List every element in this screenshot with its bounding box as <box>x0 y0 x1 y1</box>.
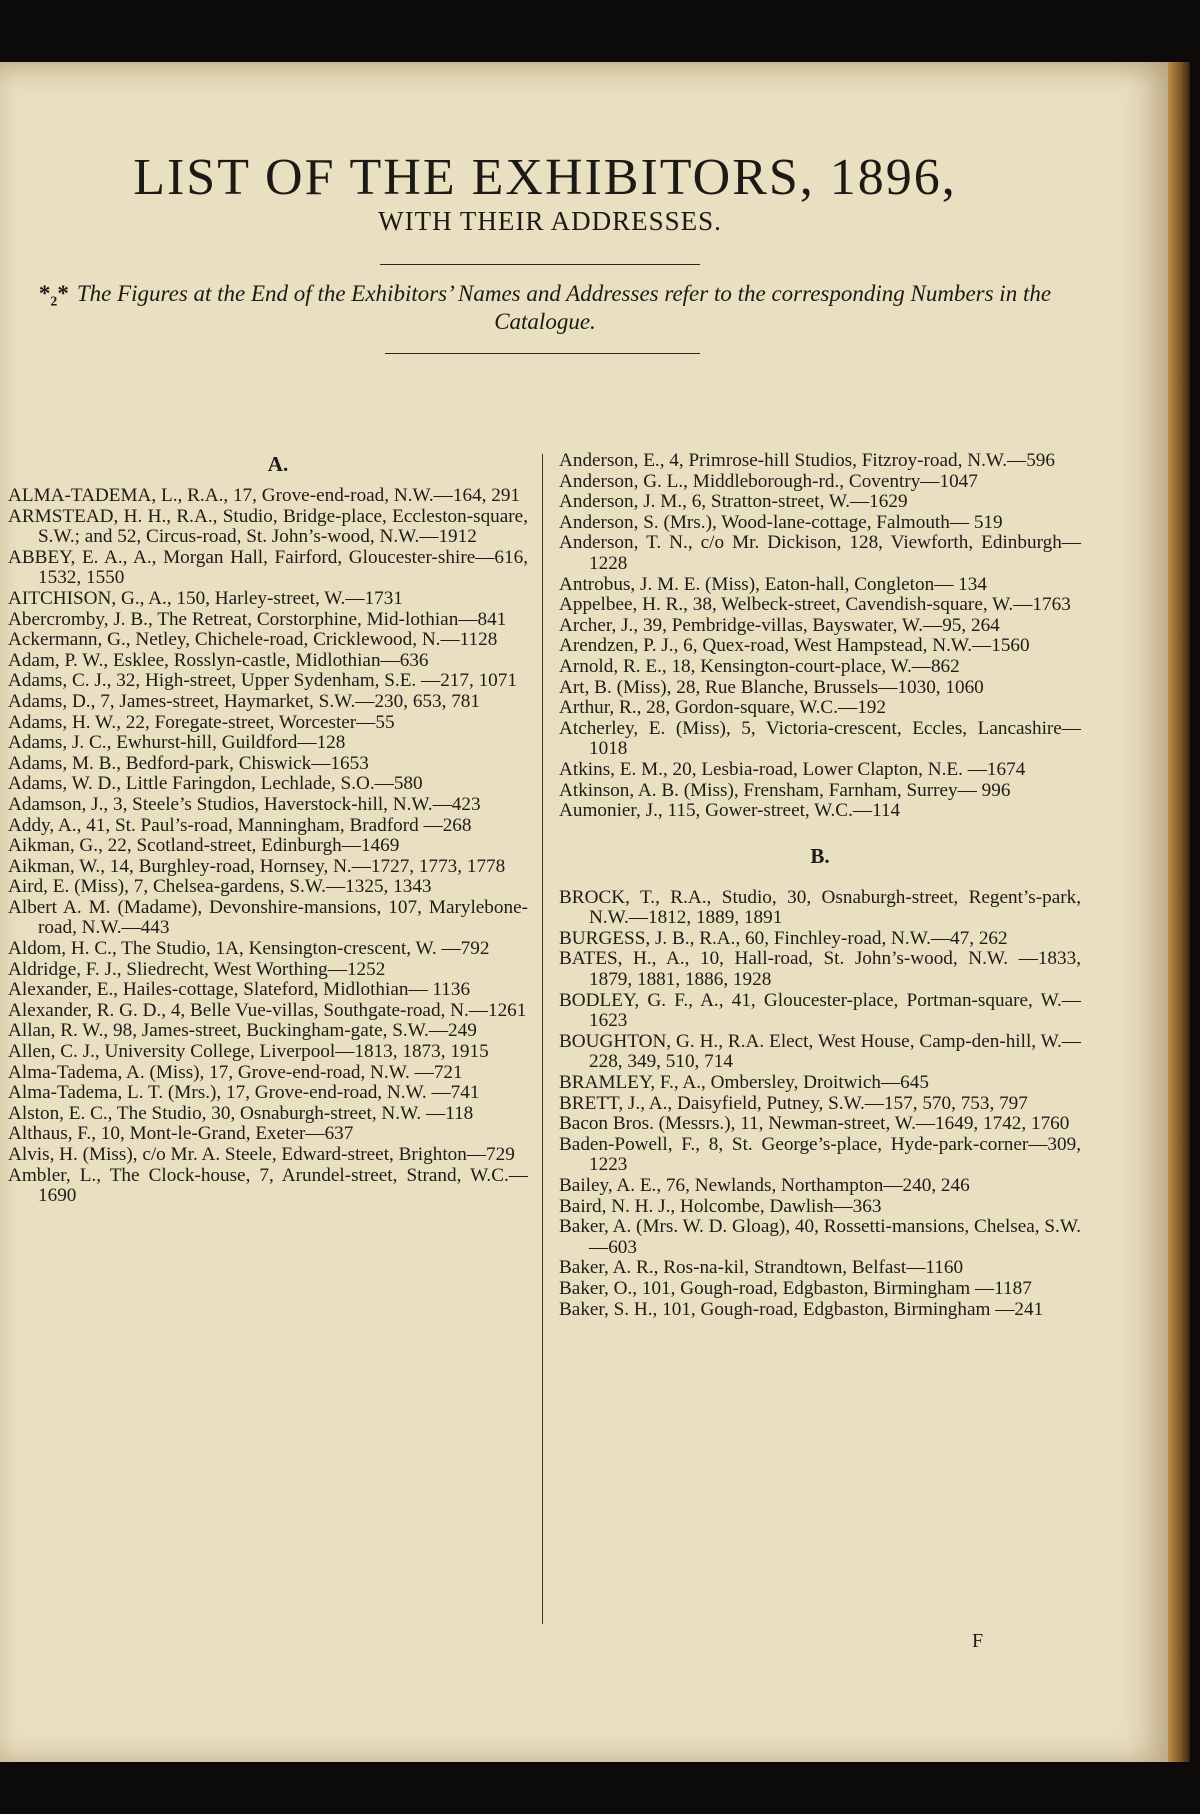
exhibitor-entry: Anderson, T. N., c/o Mr. Dickison, 128, Viewforth, Edinburgh—1228 <box>559 532 1081 574</box>
exhibitor-entry: Archer, J., 39, Pembridge-villas, Bayswater, W.—95, 264 <box>559 614 1000 636</box>
title-divider <box>380 264 700 265</box>
note-asterisks: *₂* <box>38 281 69 306</box>
section-heading-a: A. <box>267 452 289 476</box>
section-heading-b: B. <box>810 843 830 868</box>
exhibitor-entry: Allan, R. W., 98, James-street, Buckingham-gate, S.W.—249 <box>8 1020 477 1042</box>
exhibitor-entry: Antrobus, J. M. E. (Miss), Eaton-hall, Congleton— 134 <box>559 573 987 595</box>
exhibitor-entry: AITCHISON, G., A., 150, Harley-street, W.—1731 <box>8 587 403 609</box>
exhibitor-entry: Allen, C. J., University College, Liverpool—1813, 1873, 1915 <box>8 1041 489 1063</box>
exhibitor-entry: Atkins, E. M., 20, Lesbia-road, Lower Clapton, N.E. —1674 <box>559 758 1026 780</box>
exhibitor-entry: Appelbee, H. R., 38, Welbeck-street, Cavendish-square, W.—1763 <box>559 594 1071 616</box>
exhibitor-entry: Adam, P. W., Esklee, Rosslyn-castle, Midlothian—636 <box>8 649 429 671</box>
exhibitor-entry: Adams, C. J., 32, High-street, Upper Sydenham, S.E. —217, 1071 <box>8 670 517 692</box>
exhibitor-entry: Althaus, F., 10, Mont-le-Grand, Exeter—637 <box>8 1123 354 1145</box>
exhibitor-entry: Adams, W. D., Little Faringdon, Lechlade, S.O.—580 <box>8 773 423 795</box>
exhibitor-entry: Art, B. (Miss), 28, Rue Blanche, Brussels—1030, 1060 <box>559 676 984 698</box>
exhibitor-entry: Abercromby, J. B., The Retreat, Corstorphine, Mid-lothian—841 <box>8 608 507 630</box>
exhibitor-entry: Arendzen, P. J., 6, Quex-road, West Hampstead, N.W.—1560 <box>559 635 1030 657</box>
exhibitor-entry: Ambler, L., The Clock-house, 7, Arundel-street, Strand, W.C.—1690 <box>8 1164 528 1207</box>
exhibitor-entry: Bailey, A. E., 76, Newlands, Northampton—240, 246 <box>559 1175 970 1196</box>
exhibitor-entry: BATES, H., A., 10, Hall-road, St. John’s-wood, N.W. —1833, 1879, 1881, 1886, 1928 <box>559 948 1081 991</box>
exhibitor-entry: Aldridge, F. J., Sliedrecht, West Worthing—1252 <box>8 958 386 980</box>
exhibitor-list-b <box>559 888 1081 1320</box>
exhibitor-entry: ALMA-TADEMA, L., R.A., 17, Grove-end-road, N.W.—164, 291 <box>8 485 521 506</box>
exhibitor-entry: Alston, E. C., The Studio, 30, Osnaburgh-street, N.W. —118 <box>8 1102 474 1124</box>
exhibitor-entry: Adams, D., 7, James-street, Haymarket, S.W.—230, 653, 781 <box>8 690 480 712</box>
exhibitor-entry: Alvis, H. (Miss), c/o Mr. A. Steele, Edward-street, Brighton—729 <box>8 1144 515 1165</box>
exhibitor-entry: BRETT, J., A., Daisyfield, Putney, S.W.—157, 570, 753, 797 <box>559 1092 1028 1114</box>
note-divider <box>385 353 700 354</box>
page-subtitle: WITH THEIR ADDRESSES. <box>378 206 722 236</box>
exhibitor-entry: BRAMLEY, F., A., Ombersley, Droitwich—645 <box>559 1072 929 1094</box>
exhibitor-entry: Alma-Tadema, A. (Miss), 17, Grove-end-road, N.W. —721 <box>8 1061 463 1083</box>
exhibitor-entry: Alexander, E., Hailes-cottage, Slateford, Midlothian— 1136 <box>8 979 471 1001</box>
exhibitor-entry: Baden-Powell, F., 8, St. George’s-place, Hyde-park-corner—309, 1223 <box>559 1133 1081 1176</box>
exhibitor-entry: Baird, N. H. J., Holcombe, Dawlish—363 <box>559 1195 882 1217</box>
exhibitor-entry: BODLEY, G. F., A., 41, Gloucester-place, Portman-square, W.—1623 <box>559 989 1081 1032</box>
exhibitor-entry: ARMSTEAD, H. H., R.A., Studio, Bridge-place, Eccleston-square, S.W.; and 52, Circus-road, St. John’s-wood, N.W.—1912 <box>8 505 528 548</box>
page-title: LIST OF THE EXHIBITORS, 1896, <box>133 149 957 206</box>
exhibitor-entry: Anderson, E., 4, Primrose-hill Studios, Fitzroy-road, N.W.—596 <box>559 450 1055 471</box>
exhibitor-entry: Adamson, J., 3, Steele’s Studios, Haverstock-hill, N.W.—423 <box>8 793 481 815</box>
exhibitor-entry: Aird, E. (Miss), 7, Chelsea-gardens, S.W.—1325, 1343 <box>8 876 432 898</box>
exhibitor-entry: Albert A. M. (Madame), Devonshire-mansions, 107, Marylebone-road, N.W.—443 <box>8 896 528 939</box>
exhibitor-entry: Anderson, S. (Mrs.), Wood-lane-cottage, Falmouth— 519 <box>559 511 1003 533</box>
exhibitor-entry: Arnold, R. E., 18, Kensington-court-place, W.—862 <box>559 655 960 677</box>
exhibitor-list-a <box>8 486 528 1207</box>
exhibitor-entry: Anderson, J. M., 6, Stratton-street, W.—1629 <box>559 491 908 513</box>
note-text: The Figures at the End of the Exhibitors’ Names and Addresses refer to the corresponding Numbers in the Catalogue. <box>76 281 1052 334</box>
exhibitor-entry: Baker, A. R., Ros-na-kil, Strandtown, Belfast—1160 <box>559 1257 964 1279</box>
exhibitor-entry: Adams, J. C., Ewhurst-hill, Guildford—128 <box>8 732 346 754</box>
exhibitor-entry: Adams, H. W., 22, Foregate-street, Worcester—55 <box>8 711 395 733</box>
right-column <box>559 451 1081 1320</box>
exhibitor-entry: BURGESS, J. B., R.A., 60, Finchley-road, N.W.—47, 262 <box>559 927 1008 949</box>
signature-mark: F <box>972 1630 984 1652</box>
exhibitor-entry: Baker, O., 101, Gough-road, Edgbaston, Birmingham —1187 <box>559 1277 1032 1299</box>
column-divider <box>542 454 543 1624</box>
exhibitor-entry: Arthur, R., 28, Gordon-square, W.C.—192 <box>559 697 886 719</box>
exhibitor-list-a-continued <box>559 451 1081 822</box>
exhibitor-entry: Baker, S. H., 101, Gough-road, Edgbaston, Birmingham —241 <box>559 1298 1044 1320</box>
exhibitor-entry: ABBEY, E. A., A., Morgan Hall, Fairford, Gloucester-shire—616, 1532, 1550 <box>8 546 528 589</box>
exhibitor-entry: Addy, A., 41, St. Paul’s-road, Manningham, Bradford —268 <box>8 814 472 836</box>
exhibitor-entry: Bacon Bros. (Messrs.), 11, Newman-street, W.—1649, 1742, 1760 <box>559 1113 1070 1135</box>
exhibitor-entry: Aumonier, J., 115, Gower-street, W.C.—114 <box>559 800 901 822</box>
exhibitor-entry: Alma-Tadema, L. T. (Mrs.), 17, Grove-end-road, N.W. —741 <box>8 1082 480 1104</box>
exhibitor-entry: Aldom, H. C., The Studio, 1A, Kensington-crescent, W. —792 <box>8 938 490 960</box>
exhibitor-entry: Baker, A. (Mrs. W. D. Gloag), 40, Rossetti-mansions, Chelsea, S.W.—603 <box>559 1216 1081 1258</box>
catalogue-note <box>0 280 1090 336</box>
exhibitor-entry: Aikman, G., 22, Scotland-street, Edinburgh—1469 <box>8 835 400 857</box>
exhibitor-entry: Atkinson, A. B. (Miss), Frensham, Farnham, Surrey— 996 <box>559 779 1011 801</box>
exhibitor-entry: BOUGHTON, G. H., R.A. Elect, West House, Camp-den-hill, W.—228, 349, 510, 714 <box>559 1030 1081 1073</box>
exhibitor-entry: Alexander, R. G. D., 4, Belle Vue-villas, Southgate-road, N.—1261 <box>8 999 527 1021</box>
exhibitor-entry: Anderson, G. L., Middleborough-rd., Coventry—1047 <box>559 470 978 492</box>
left-column <box>8 450 528 1207</box>
exhibitor-entry: Atcherley, E. (Miss), 5, Victoria-crescent, Eccles, Lancashire—1018 <box>559 717 1081 760</box>
book-spine <box>1168 62 1190 1762</box>
exhibitor-entry: Ackermann, G., Netley, Chichele-road, Cricklewood, N.—1128 <box>8 629 498 651</box>
exhibitor-entry: Aikman, W., 14, Burghley-road, Hornsey, N.—1727, 1773, 1778 <box>8 855 506 877</box>
exhibitor-entry: BROCK, T., R.A., Studio, 30, Osnaburgh-street, Regent’s-park, N.W.—1812, 1889, 1891 <box>559 886 1081 929</box>
exhibitor-entry: Adams, M. B., Bedford-park, Chiswick—1653 <box>8 752 369 774</box>
